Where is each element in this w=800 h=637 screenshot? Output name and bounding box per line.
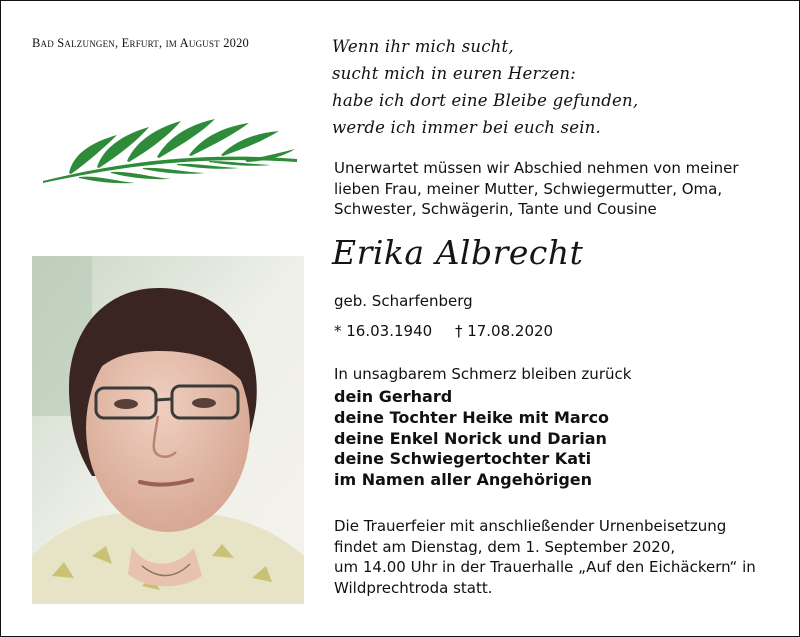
service-line: Die Trauerfeier mit anschließender Urnenbeisetzung	[334, 517, 727, 535]
quote	[332, 33, 772, 141]
intro-text	[334, 158, 774, 220]
mourner: deine Schwiegertochter Kati	[334, 449, 592, 469]
service-info	[334, 516, 784, 598]
quote-line: sucht mich in euren Herzen:	[332, 64, 577, 83]
mourner: im Namen aller Angehörigen	[334, 470, 593, 490]
mourner: deine Enkel Norick und Darian	[334, 428, 607, 448]
mourner: deine Tochter Heike mit Marco	[334, 407, 610, 427]
death-date: † 17.08.2020	[454, 322, 554, 340]
quote-line: habe ich dort eine Bleibe gefunden,	[332, 91, 639, 110]
intro-line: Schwester, Schwägerin, Tante und Cousine	[334, 200, 657, 218]
deceased-name: Erika Albrecht	[332, 233, 584, 272]
maiden-name: geb. Scharfenberg	[334, 292, 473, 310]
intro-line: lieben Frau, meiner Mutter, Schwiegermutter, Oma,	[334, 179, 723, 198]
intro-line: Unerwartet müssen wir Abschied nehmen von meiner	[334, 159, 739, 177]
mourners-intro: In unsagbarem Schmerz bleiben zurück	[334, 365, 632, 383]
service-line: findet am Dienstag, dem 1. September 2020,	[334, 537, 676, 556]
birth-date: * 16.03.1940	[334, 322, 433, 340]
mourner: dein Gerhard	[334, 387, 453, 406]
service-line: um 14.00 Uhr in der Trauerhalle „Auf den Eichäckern“ in	[334, 558, 756, 576]
mourners-list	[334, 387, 609, 491]
service-line: Wildprechtroda statt.	[334, 578, 493, 597]
quote-line: werde ich immer bei euch sein.	[332, 118, 601, 137]
palm-branch-icon	[39, 113, 301, 185]
place-date: Bad Salzungen, Erfurt, im August 2020	[32, 36, 249, 50]
quote-line: Wenn ihr mich sucht,	[332, 37, 514, 56]
life-dates	[334, 322, 571, 340]
portrait-photo	[32, 256, 304, 604]
